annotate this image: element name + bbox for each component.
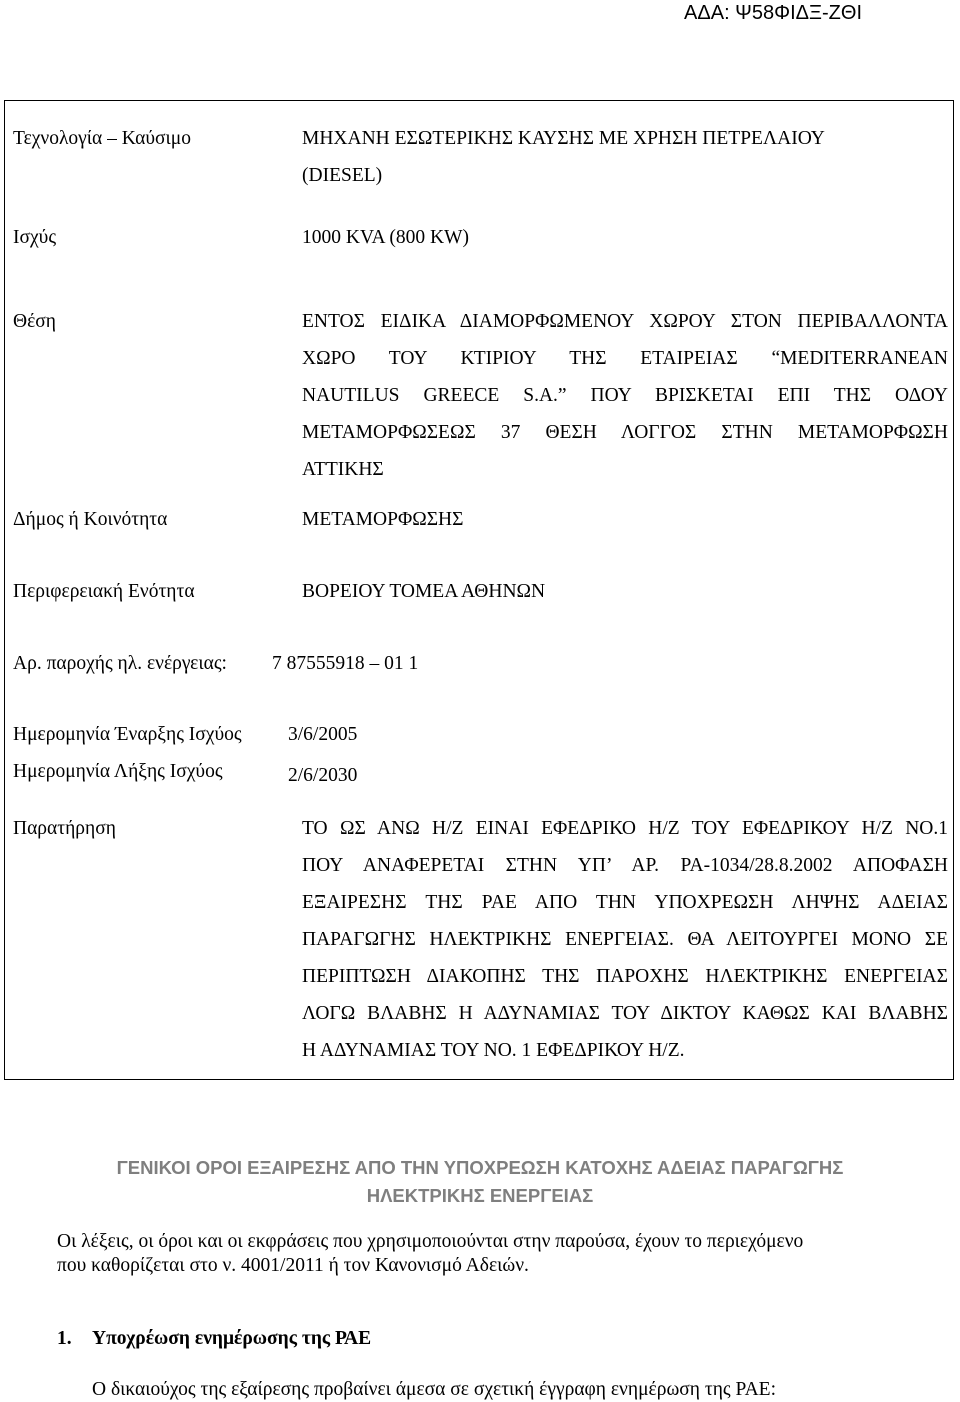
section-1-number: 1. bbox=[57, 1328, 72, 1349]
intro-paragraph-line2: που καθορίζεται στο ν. 4001/2011 ή τον Κανονισμό Αδειών. bbox=[57, 1255, 529, 1276]
label-regional-unit: Περιφερειακή Ενότητα bbox=[13, 581, 195, 602]
value-technology-fuel-line2: (DIESEL) bbox=[302, 165, 383, 186]
value-supply-number: 7 87555918 – 01 1 bbox=[272, 653, 419, 674]
label-power: Ισχύς bbox=[13, 227, 57, 248]
label-remark: Παρατήρηση bbox=[13, 818, 116, 839]
value-location-line4: ΜΕΤΑΜΟΡΦΩΣΕΩΣ 37 ΘΕΣΗ ΛΟΓΓΟΣ ΣΤΗΝ ΜΕΤΑΜΟΡΦΩΣΗ bbox=[302, 422, 948, 443]
value-start-date: 3/6/2005 bbox=[288, 724, 358, 745]
section-1-text: Ο δικαιούχος της εξαίρεσης προβαίνει άμεσα σε σχετική έγγραφη ενημέρωση της ΡΑΕ: bbox=[92, 1379, 776, 1400]
value-remark-line6: ΛΟΓΩ ΒΛΑΒΗΣ Η ΑΔΥΝΑΜΙΑΣ ΤΟΥ ΔΙΚΤΟΥ ΚΑΘΩΣ ΚΑΙ ΒΛΑΒΗΣ bbox=[302, 1003, 948, 1024]
value-remark-line2: ΠΟΥ ΑΝΑΦΕΡΕΤΑΙ ΣΤΗΝ ΥΠ’ ΑΡ. ΡΑ-1034/28.8.2002 ΑΠΟΦΑΣΗ bbox=[302, 855, 948, 876]
value-location-line1: ΕΝΤΟΣ ΕΙΔΙΚΑ ΔΙΑΜΟΡΦΩΜΕΝΟΥ ΧΩΡΟΥ ΣΤΟΝ ΠΕΡΙΒΑΛΛΟΝΤΑ bbox=[302, 311, 948, 332]
label-supply-number: Αρ. παροχής ηλ. ενέργειας: bbox=[13, 653, 227, 674]
value-remark-line5: ΠΕΡΙΠΤΩΣΗ ΔΙΑΚΟΠΗΣ ΤΗΣ ΠΑΡΟΧΗΣ ΗΛΕΚΤΡΙΚΗΣ ΕΝΕΡΓΕΙΑΣ bbox=[302, 966, 948, 987]
value-location-line5: ΑΤΤΙΚΗΣ bbox=[302, 459, 384, 480]
section-1-title: Υποχρέωση ενημέρωσης της ΡΑΕ bbox=[92, 1328, 372, 1349]
label-start-date: Ημερομηνία Έναρξης Ισχύος bbox=[13, 724, 242, 745]
general-terms-title-line1: ΓΕΝΙΚΟΙ ΟΡΟΙ ΕΞΑΙΡΕΣΗΣ ΑΠΟ ΤΗΝ ΥΠΟΧΡΕΩΣΗ ΚΑΤΟΧΗΣ ΑΔΕΙΑΣ ΠΑΡΑΓΩΓΗΣ bbox=[116, 1157, 844, 1178]
value-power: 1000 KVA (800 KW) bbox=[302, 227, 470, 248]
value-municipality: ΜΕΤΑΜΟΡΦΩΣΗΣ bbox=[302, 509, 464, 530]
value-remark-line7: Η ΑΔΥΝΑΜΙΑΣ ΤΟΥ ΝΟ. 1 ΕΦΕΔΡΙΚΟΥ Η/Ζ. bbox=[302, 1040, 685, 1061]
value-remark-line1: ΤΟ ΩΣ ΑΝΩ Η/Ζ ΕΙΝΑΙ ΕΦΕΔΡΙΚΟ Η/Ζ ΤΟΥ ΕΦΕΔΡΙΚΟΥ Η/Ζ ΝΟ.1 bbox=[302, 818, 948, 839]
label-municipality: Δήμος ή Κοινότητα bbox=[13, 509, 168, 530]
value-location-line3: NAUTILUS GREECE S.A.” ΠΟΥ ΒΡΙΣΚΕΤΑΙ ΕΠΙ ΤΗΣ ΟΔΟΥ bbox=[302, 385, 948, 406]
value-remark-line4: ΠΑΡΑΓΩΓΗΣ ΗΛΕΚΤΡΙΚΗΣ ΕΝΕΡΓΕΙΑΣ. ΘΑ ΛΕΙΤΟΥΡΓΕΙ ΜΟΝΟ ΣΕ bbox=[302, 929, 948, 950]
value-location-line2: ΧΩΡΟ ΤΟΥ ΚΤΙΡΙΟΥ ΤΗΣ ΕΤΑΙΡΕΙΑΣ “MEDITERRANEAN bbox=[302, 348, 948, 369]
general-terms-title-line2: ΗΛΕΚΤΡΙΚΗΣ ΕΝΕΡΓΕΙΑΣ bbox=[366, 1185, 594, 1206]
value-end-date: 2/6/2030 bbox=[288, 765, 358, 786]
value-regional-unit: ΒΟΡΕΙΟΥ ΤΟΜΕΑ ΑΘΗΝΩΝ bbox=[302, 581, 546, 602]
label-location: Θέση bbox=[13, 311, 56, 332]
ada-code: ΑΔΑ: Ψ58ΦΙΔΞ-ΖΘΙ bbox=[684, 2, 862, 24]
intro-paragraph-line1: Οι λέξεις, οι όροι και οι εκφράσεις που χρησιμοποιούνται στην παρούσα, έχουν το περιεχόμενο bbox=[57, 1231, 804, 1252]
value-technology-fuel-line1: ΜΗΧΑΝΗ ΕΣΩΤΕΡΙΚΗΣ ΚΑΥΣΗΣ ΜΕ ΧΡΗΣΗ ΠΕΤΡΕΛΑΙΟΥ bbox=[302, 128, 825, 149]
value-remark-line3: ΕΞΑΙΡΕΣΗΣ ΤΗΣ ΡΑΕ ΑΠΟ ΤΗΝ ΥΠΟΧΡΕΩΣΗ ΛΗΨΗΣ ΑΔΕΙΑΣ bbox=[302, 892, 948, 913]
label-end-date: Ημερομηνία Λήξης Ισχύος bbox=[13, 761, 223, 782]
label-technology-fuel: Τεχνολογία – Καύσιμο bbox=[13, 128, 191, 149]
